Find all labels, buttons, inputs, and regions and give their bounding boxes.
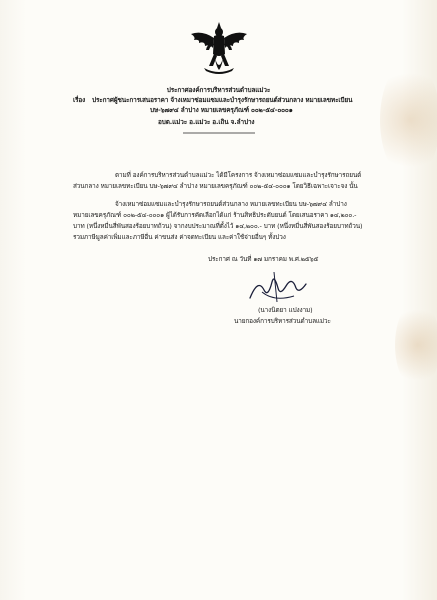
office-address: อบต.แม่วะ อ.แม่วะ อ.เถิน จ.ลำปาง — [158, 118, 255, 126]
paper-stain — [395, 300, 437, 390]
subject-line-1: ประกาศผู้ชนะการเสนอราคา จ้างเหมาซ่อมแซมและบำรุงรักษารถยนต์ส่วนกลาง หมายเลขทะเบียน — [92, 96, 353, 104]
handwritten-signature — [244, 268, 314, 306]
para1-line-1: ตามที่ องค์การบริหารส่วนตำบลแม่วะ ได้มีโครงการ จ้างเหมาซ่อมแซมและบำรุงรักษารถยนต์ — [115, 171, 362, 179]
announcement-date: ประกาศ ณ วันที่ ๑๗ มกราคม พ.ศ.๒๕๖๕ — [208, 255, 319, 263]
garuda-emblem-icon — [188, 20, 250, 78]
para2-line-1: จ้างเหมาซ่อมแซมและบำรุงรักษารถยนต์ส่วนกลาง หมายเลขทะเบียน บษ-๖๗๙๔ ลำปาง — [115, 200, 347, 208]
subject-line-2: บษ-๖๗๙๔ ลำปาง หมายเลขครุภัณฑ์ ๐๐๒-๕๔-๐๐๐๑ — [150, 106, 293, 114]
subject-label: เรื่อง — [73, 96, 86, 104]
document-title: ประกาศองค์การบริหารส่วนตำบลแม่วะ — [166, 86, 271, 94]
para2-line-3: บาท (หนึ่งหมื่นสี่พันสองร้อยบาทถ้วน) จากงบประมาณที่ตั้งไว้ ๑๔,๒๐๐.- บาท (หนึ่งหมื่นสี่พันสองร้อยบาทถ้วน) — [73, 222, 363, 230]
header-divider — [183, 131, 255, 135]
para2-line-4: รวมภาษีมูลค่าเพิ่มและภาษีอื่น ค่าขนส่ง ค่าจดทะเบียน และค่าใช้จ่ายอื่นๆ ทั้งปวง — [73, 233, 286, 241]
para1-line-2: ส่วนกลาง หมายเลขทะเบียน บษ-๖๗๙๔ ลำปาง หมายเลขครุภัณฑ์ ๐๐๒-๕๔-๐๐๐๑ โดยวิธีเฉพาะเจาะจง นั้น — [73, 182, 358, 190]
paper-stain — [380, 60, 437, 180]
signatory-position: นายกองค์การบริหารส่วนตำบลแม่วะ — [234, 317, 331, 325]
para2-line-2: หมายเลขครุภัณฑ์ ๐๐๒-๕๔-๐๐๐๑ ผู้ได้รับการคัดเลือกได้แก่ ร้านสิทธิประดับยนต์ โดยเสนอราคา ๑๔,๒๐๐.- — [73, 211, 357, 219]
signatory-name: (นางนิตยา แปงงาม) — [258, 306, 313, 314]
